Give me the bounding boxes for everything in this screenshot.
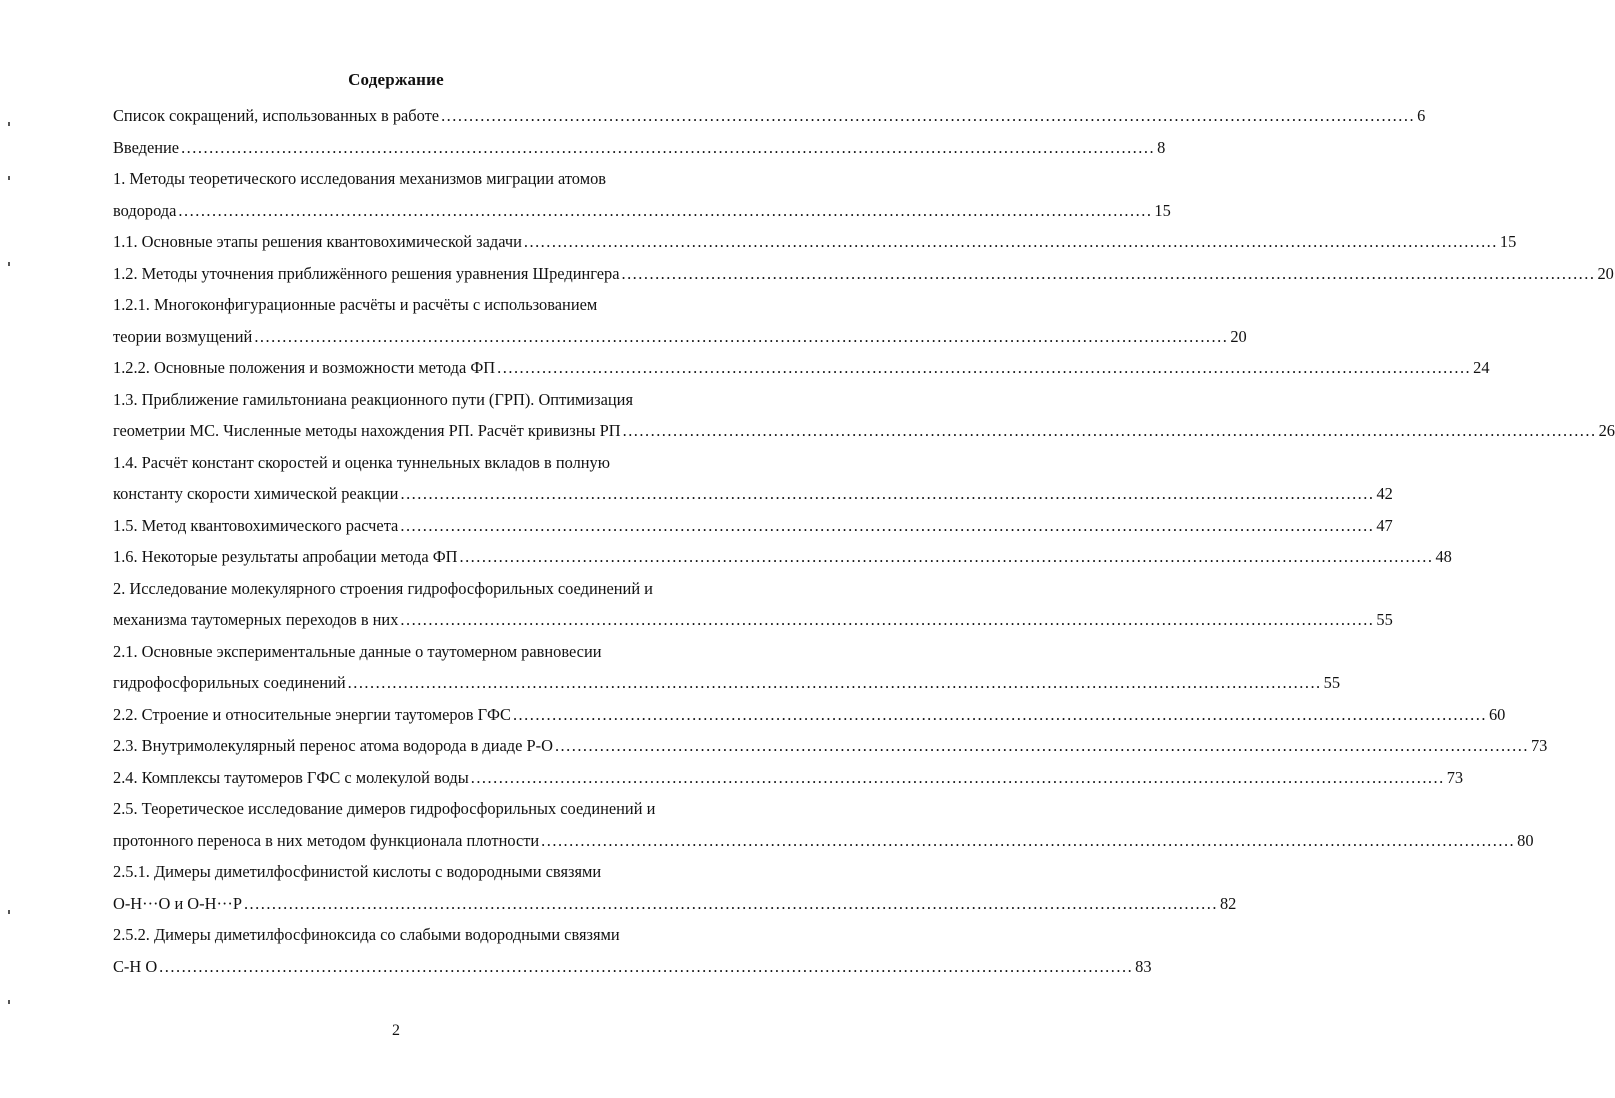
toc-entry-title: водорода (113, 200, 177, 220)
toc-entry-title: 1.6. Некоторые результаты апробации метода ФП (113, 547, 458, 566)
toc-entry-title: 2. Исследование молекулярного строения гидрофосфорильных соединений и (113, 578, 653, 598)
toc-entry (113, 163, 725, 195)
toc-entry-title: 1.2.1. Многоконфигурационные расчёты и расчёты с использованием (113, 295, 598, 314)
toc-dot-leader (181, 132, 1155, 164)
toc-entry (113, 856, 725, 888)
toc-entry-page: 73 (1446, 767, 1464, 787)
toc-entry-page: 48 (1435, 547, 1452, 566)
scan-speck (8, 122, 10, 126)
toc-entry (113, 195, 1171, 227)
page-title: Содержание (348, 70, 444, 89)
toc-entry-title: 2.5.2. Димеры диметилфосфиноксида со слабыми водородными связями (113, 925, 620, 944)
toc-entry (113, 730, 1548, 762)
toc-entry-title: Введение (113, 137, 180, 157)
toc-dot-leader (513, 699, 1487, 731)
toc-dot-leader (524, 226, 1498, 258)
toc-entry (113, 888, 1237, 920)
toc-entry-title: константу скорости химической реакции (113, 484, 399, 503)
toc-dot-leader (621, 258, 1595, 290)
toc-entry (113, 100, 1426, 132)
toc-entry (113, 825, 1534, 857)
toc-dot-leader (178, 195, 1152, 227)
toc-entry-title: 1.3. Приближение гамильтониана реакционного пути (ГРП). Оптимизация (113, 389, 633, 409)
scan-speck (8, 910, 10, 914)
scan-speck (8, 262, 10, 266)
toc-dot-leader (441, 100, 1415, 132)
toc-entry-page: 55 (1376, 610, 1393, 629)
scan-speck (8, 1000, 10, 1004)
toc-entry-page: 26 (1598, 421, 1615, 440)
toc-entry (113, 384, 725, 416)
toc-dot-leader (348, 667, 1322, 699)
toc-entry (113, 951, 1152, 983)
toc-entry (113, 919, 725, 951)
toc-entry (113, 258, 1614, 290)
toc-entry-title: механизма таутомерных переходов в них (113, 610, 399, 629)
toc-dot-leader (159, 951, 1133, 983)
toc-entry (113, 510, 1393, 542)
toc-entry-title: О-Н···О и О-Н···Р (113, 893, 242, 913)
table-of-contents (113, 100, 1615, 982)
toc-entry-page: 80 (1517, 830, 1534, 850)
toc-dot-leader (400, 510, 1374, 542)
toc-entry-page: 15 (1499, 232, 1517, 251)
toc-dot-leader (541, 825, 1515, 857)
toc-dot-leader (459, 541, 1433, 573)
toc-entry-page: 60 (1488, 704, 1506, 724)
toc-entry-page: 6 (1417, 106, 1426, 125)
toc-entry (113, 573, 725, 605)
toc-dot-leader (400, 604, 1374, 636)
toc-entry-page: 47 (1376, 515, 1393, 535)
toc-dot-leader (254, 321, 1228, 353)
toc-entry (113, 762, 1464, 794)
toc-entry (113, 667, 1341, 699)
scan-speck (8, 176, 10, 180)
toc-entry-title: Список сокращений, использованных в работе (113, 106, 440, 125)
toc-entry-title: 2.2. Строение и относительные энергии таутомеров ГФС (113, 704, 511, 724)
toc-entry-title: 2.1. Основные экспериментальные данные о таутомерном равновесии (113, 641, 602, 661)
toc-entry-page: 83 (1135, 956, 1152, 976)
toc-entry-title: теории возмущений (113, 326, 253, 346)
page-number: 2 (392, 1022, 400, 1039)
toc-entry (113, 352, 1490, 384)
toc-entry (113, 289, 725, 321)
toc-entry (113, 321, 1247, 353)
toc-dot-leader (555, 730, 1529, 762)
toc-entry-page: 8 (1157, 137, 1166, 157)
toc-entry-title: 2.3. Внутримолекулярный перенос атома водорода в диаде Р-О (113, 736, 553, 755)
toc-entry-title: протонного переноса в них методом функционала плотности (113, 830, 540, 850)
toc-dot-leader (244, 888, 1218, 920)
toc-entry-title: 1. Методы теоретического исследования механизмов миграции атомов (113, 169, 606, 188)
toc-entry-title: 1.4. Расчёт констант скоростей и оценка туннельных вкладов в полную (113, 452, 610, 472)
toc-entry-page: 42 (1376, 484, 1393, 503)
toc-entry-title: 1.2. Методы уточнения приближённого решения уравнения Шредингера (113, 263, 620, 283)
toc-entry-page: 15 (1154, 200, 1171, 220)
toc-entry-page: 82 (1219, 893, 1237, 913)
toc-entry-title: 2.5. Теоретическое исследование димеров гидрофосфорильных соединений и (113, 799, 656, 818)
toc-entry (113, 636, 725, 668)
toc-entry (113, 226, 1517, 258)
toc-entry-title: геометрии МС. Численные методы нахождения РП. Расчёт кривизны РП (113, 421, 621, 440)
toc-entry-title: 1.2.2. Основные положения и возможности метода ФП (113, 358, 496, 377)
toc-entry-title: 1.5. Метод квантовохимического расчета (113, 515, 399, 535)
toc-entry-page: 20 (1230, 326, 1247, 346)
toc-entry-title: 2.4. Комплексы таутомеров ГФС с молекулой воды (113, 767, 469, 787)
toc-entry-page: 55 (1323, 673, 1341, 692)
toc-entry (113, 132, 1166, 164)
toc-entry-title: 1.1. Основные этапы решения квантовохимической задачи (113, 232, 522, 251)
toc-dot-leader (471, 762, 1445, 794)
toc-dot-leader (400, 478, 1374, 510)
toc-entry (113, 541, 1452, 573)
toc-dot-leader (497, 352, 1471, 384)
toc-entry-title: С-Н О (113, 956, 158, 976)
toc-entry (113, 604, 1393, 636)
toc-entry (113, 478, 1393, 510)
toc-entry-page: 20 (1597, 263, 1614, 283)
toc-entry (113, 447, 725, 479)
toc-entry (113, 415, 1615, 447)
toc-entry (113, 699, 1506, 731)
toc-entry-title: гидрофосфорильных соединений (113, 673, 346, 692)
toc-entry (113, 793, 725, 825)
toc-entry-title: 2.5.1. Димеры диметилфосфинистой кислоты с водородными связями (113, 862, 602, 881)
toc-entry-page: 73 (1530, 736, 1548, 755)
toc-dot-leader (623, 415, 1597, 447)
toc-entry-page: 24 (1473, 358, 1490, 377)
